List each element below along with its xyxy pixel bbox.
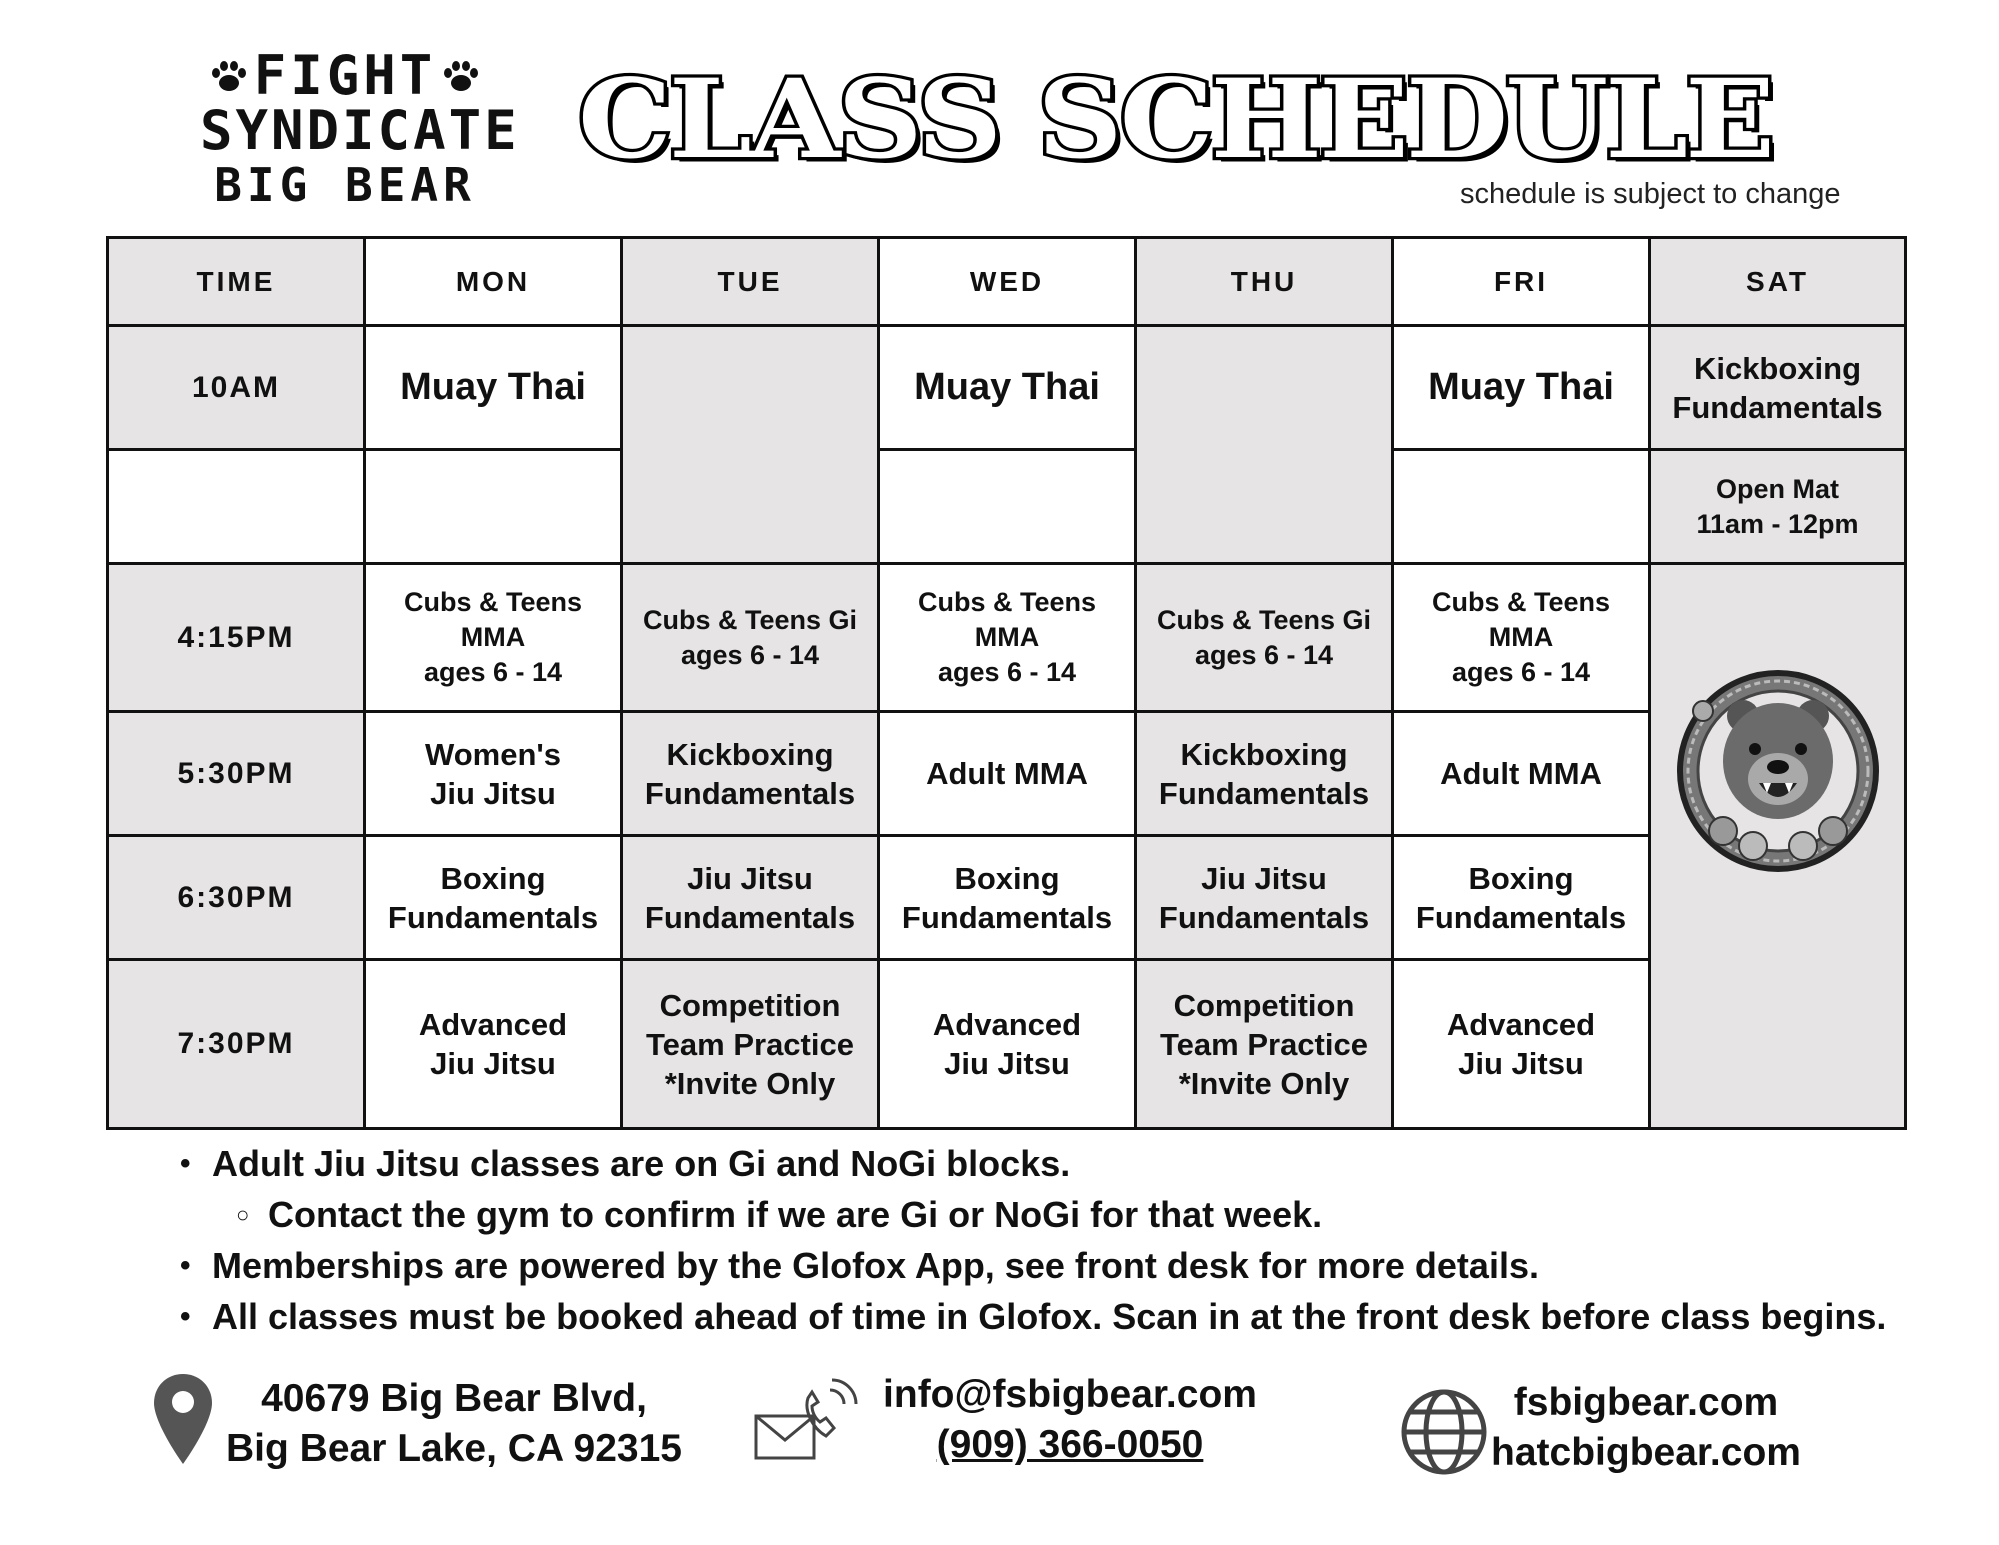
class-cell (365, 960, 622, 1129)
class-line: Fundamentals (1415, 899, 1627, 935)
class-cell (622, 712, 879, 836)
class-cell: Muay Thai (1393, 326, 1650, 450)
class-cell (1393, 960, 1650, 1129)
class-line: MMA (460, 622, 526, 652)
schedule-note: schedule is subject to change (1460, 178, 1841, 210)
header-fri: FRI (1393, 238, 1650, 326)
class-cell (879, 960, 1136, 1129)
class-line: Jiu Jitsu (430, 775, 556, 811)
class-cell (365, 564, 622, 712)
website-link-2[interactable]: hatcbigbear.com (1491, 1431, 1801, 1474)
header-sat: SAT (1650, 238, 1906, 326)
class-line: Advanced (1446, 1007, 1596, 1042)
class-line: Fundamentals (901, 899, 1113, 935)
empty-cell (879, 450, 1136, 564)
class-line: Cubs & Teens (403, 587, 583, 617)
class-line: Fundamentals (644, 775, 856, 811)
paw-icon (442, 59, 480, 93)
class-line: MMA (1488, 622, 1554, 652)
website-block (1486, 1378, 1806, 1478)
empty-cell (1393, 450, 1650, 564)
class-line: ages 6 - 14 (1194, 639, 1334, 670)
class-line: Team Practice (646, 1026, 854, 1062)
location-pin-icon (152, 1372, 214, 1466)
logo-line-1: FIGHT (253, 44, 437, 107)
class-line: ages 6 - 14 (937, 657, 1077, 687)
class-line: *Invite Only (664, 1065, 836, 1101)
class-line: Fundamentals (1158, 775, 1370, 811)
class-line: ages 6 - 14 (423, 657, 563, 687)
class-line: Kickboxing (1180, 736, 1348, 772)
globe-icon (1400, 1388, 1488, 1476)
class-line: Jiu Jitsu (1458, 1046, 1584, 1081)
class-line: Competition (1173, 987, 1355, 1023)
time-730pm: 7:30PM (108, 960, 365, 1129)
class-cell (1650, 450, 1906, 564)
class-line: Competition (659, 987, 841, 1023)
class-cell (622, 564, 879, 712)
header-wed: WED (879, 238, 1136, 326)
logo-line-3: BIG BEAR (214, 158, 476, 212)
note-subitem: ○ Contact the gym to confirm if we are Gi or NoGi for that week. (208, 1189, 1886, 1240)
logo-line-2: SYNDICATE (200, 99, 520, 162)
class-cell (1136, 712, 1393, 836)
note-item: • Adult Jiu Jitsu classes are on Gi and NoGi blocks. (208, 1138, 1886, 1189)
class-cell (365, 836, 622, 960)
bear-emblem-cell (1650, 564, 1906, 1129)
time-415pm: 4:15PM (108, 564, 365, 712)
class-cell (1136, 960, 1393, 1129)
gym-logo (200, 44, 520, 212)
class-time: 11am - 12pm (1696, 508, 1859, 539)
header-tue: TUE (622, 238, 879, 326)
class-cell (1393, 836, 1650, 960)
class-line: Fundamentals (387, 899, 599, 935)
class-line: ages 6 - 14 (680, 639, 820, 670)
class-line: Fundamentals (644, 899, 856, 935)
time-10am: 10AM (108, 326, 365, 450)
empty-cell (1136, 326, 1393, 564)
class-line: Jiu Jitsu (687, 860, 813, 896)
class-line: Cubs & Teens (917, 587, 1097, 617)
class-line: Advanced (418, 1007, 568, 1042)
class-cell (879, 836, 1136, 960)
class-line: Jiu Jitsu (430, 1046, 556, 1081)
class-cell: Muay Thai (365, 326, 622, 450)
class-cell (622, 836, 879, 960)
empty-cell (622, 326, 879, 564)
class-cell (1650, 326, 1906, 450)
paw-icon (210, 59, 248, 93)
class-cell (622, 960, 879, 1129)
empty-cell (365, 450, 622, 564)
contact-block (880, 1370, 1260, 1470)
mail-phone-icon (752, 1376, 862, 1472)
class-label: Open Mat (1715, 473, 1839, 504)
class-line: Boxing (1468, 860, 1574, 896)
address-line-1: 40679 Big Bear Blvd, (261, 1377, 647, 1420)
notes-list (208, 1138, 1886, 1342)
class-cell: Adult MMA (879, 712, 1136, 836)
empty-cell (108, 450, 365, 564)
class-line: Jiu Jitsu (944, 1046, 1070, 1081)
address-line-2: Big Bear Lake, CA 92315 (226, 1427, 682, 1470)
website-link-1[interactable]: fsbigbear.com (1513, 1381, 1779, 1424)
time-630pm: 6:30PM (108, 836, 365, 960)
class-cell (1136, 564, 1393, 712)
class-cell: Adult MMA (1393, 712, 1650, 836)
class-line: Women's (425, 736, 561, 772)
class-cell (879, 564, 1136, 712)
time-530pm: 5:30PM (108, 712, 365, 836)
note-item: • Memberships are powered by the Glofox App, see front desk for more details. (208, 1240, 1886, 1291)
class-line: MMA (974, 622, 1040, 652)
phone-link[interactable]: (909) 366-0050 (936, 1423, 1204, 1466)
header-mon: MON (365, 238, 622, 326)
class-cell (1136, 836, 1393, 960)
class-label: Kickboxing Fundamentals (1672, 350, 1883, 425)
schedule-table (106, 236, 1907, 1130)
address-block (224, 1374, 684, 1474)
header-time: TIME (108, 238, 365, 326)
class-cell: Muay Thai (879, 326, 1136, 450)
class-line: Kickboxing (666, 736, 834, 772)
class-line: Jiu Jitsu (1201, 860, 1327, 896)
class-line: Team Practice (1160, 1026, 1368, 1062)
header-thu: THU (1136, 238, 1393, 326)
class-cell (365, 712, 622, 836)
bear-emblem (1663, 661, 1893, 881)
class-line: Boxing (440, 860, 546, 896)
class-line: Fundamentals (1158, 899, 1370, 935)
class-cell (1393, 564, 1650, 712)
class-line: Advanced (932, 1007, 1082, 1042)
note-item: • All classes must be booked ahead of time in Glofox. Scan in at the front desk before class begins. (208, 1291, 1886, 1342)
class-line: Boxing (954, 860, 1060, 896)
class-line: Cubs & Teens Gi (1156, 604, 1372, 635)
class-line: ages 6 - 14 (1451, 657, 1591, 687)
email-link[interactable]: info@fsbigbear.com (883, 1373, 1257, 1416)
class-line: *Invite Only (1178, 1065, 1350, 1101)
page-title: CLASS SCHEDULE (578, 54, 1773, 183)
class-line: Cubs & Teens Gi (642, 604, 858, 635)
class-line: Cubs & Teens (1431, 587, 1611, 617)
